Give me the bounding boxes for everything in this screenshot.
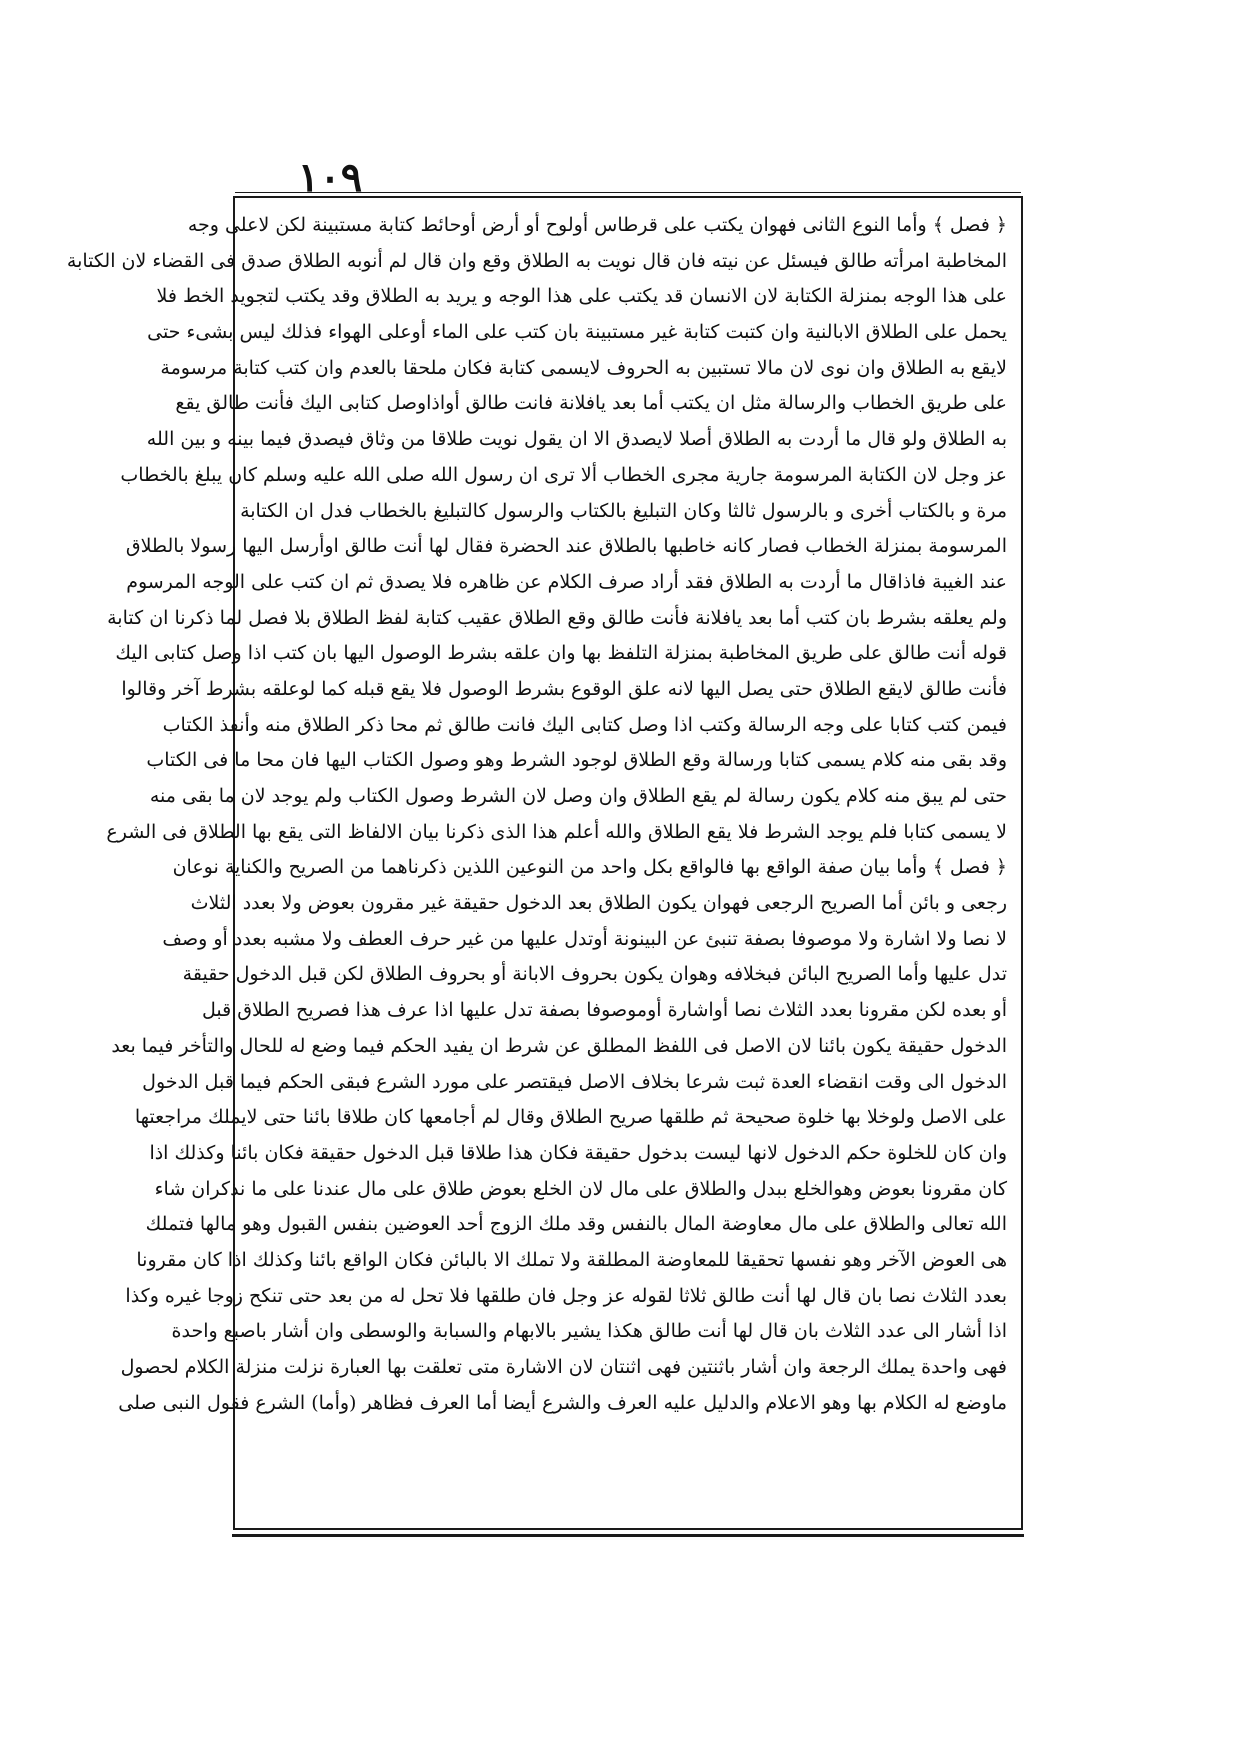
text-line: لا نصا ولا اشارة ولا موصوفا بصفة تنبئ عن البينونة أوتدل عليها من غير حرف العطف ولا مشبه بعدد أو وصف <box>162 927 1007 950</box>
text-line: لايقع به الطلاق وان نوى لان مالا تستبين به الحروف لايسمى كتابة فكان ملحقا بالعدم وان كتب كتابة مرسومة <box>160 356 1007 379</box>
text-line: كان مقرونا بعوض وهوالخلع ببدل والطلاق على مال لان الخلع بعوض طلاق على مال عندنا على ما نذكران شاء <box>154 1177 1007 1200</box>
text-line: ماوضع له الكلام بها وهو الاعلام والدليل عليه العرف والشرع أيضا أما العرف فظاهر (وأما) الشرع فقول النبى صلى <box>118 1391 1007 1414</box>
text-line: وان كان للخلوة حكم الدخول لانها ليست بدخول حقيقة فكان هذا طلاقا قبل الدخول حقيقة فكان بائنا وكذلك اذا <box>149 1141 1007 1164</box>
text-frame <box>66 196 1023 1530</box>
text-line: هى العوض الآخر وهو نفسها تحقيقا للمعاوضة المطلقة ولا تملك الا بالبائن فكان الواقع بائنا وكذلك اذا كان مقرونا <box>136 1248 1007 1271</box>
text-line: ولم يعلقه بشرط بان كتب أما بعد يافلانة فأنت طالق وقع الطلاق عقيب كتابة لفظ الطلاق بلا فصل لما ذكرنا ان كتابة <box>107 606 1007 629</box>
text-line: تدل عليها وأما الصريح البائن فبخلافه وهوان يكون بحروف الابانة أو بحروف الطلاق لكن قبل الدخول حقيقة <box>182 963 1007 986</box>
text-line: يحمل على الطلاق الابالنية وان كتبت كتابة غير مستبينة بان كتب على الماء أوعلى الهواء فذلك ليس بشىء حتى <box>147 321 1007 344</box>
text-line: الدخول حقيقة يكون بائنا لان الاصل فى اللفظ المطلق عن شرط ان يفيد الحكم فيما وضع له للحال والتأخر فيما بعد <box>111 1034 1007 1057</box>
text-line: فهى واحدة يملك الرجعة وان أشار باثنتين فهى اثنتان لان الاشارة متى تعلقت بها العبارة نزلت منزلة الكلام لحصول <box>120 1356 1007 1378</box>
text-line: على الاصل ولوخلا بها خلوة صحيحة ثم طلقها صريح الطلاق وقال لم أجامعها كان طلاقا بائنا حتى لايملك مراجعتها <box>134 1106 1007 1129</box>
main-text <box>66 208 1007 1421</box>
text-line: رجعى و بائن أما الصريح الرجعى فهوان يكون الطلاق بعد الدخول حقيقة غير مقرون بعوض ولا بعدد الثلاث <box>190 892 1007 915</box>
text-line: فأنت طالق لايقع الطلاق حتى يصل اليها لانه علق الوقوع بشرط الوصول فلا يقع قبله كما لوعلقه بشرط آخر وقالوا <box>121 677 1007 700</box>
text-line: حتى لم يبق منه كلام يكون رسالة لم يقع الطلاق وان وصل لان الشرط وصول الكتاب ولم يوجد لان ما بقى منه <box>149 785 1007 807</box>
text-line: الدخول الى وقت انقضاء العدة ثبت شرعا بخلاف الاصل فيقتصر على مورد الشرع فبقى الحكم فيما قبل الدخول <box>142 1070 1007 1093</box>
text-line: وقد بقى منه كلام يسمى كتابا ورسالة وقع الطلاق لوجود الشرط وهو وصول الكتاب اليها فان محا ما فى الكتاب <box>146 749 1007 772</box>
text-line: به الطلاق ولو قال ما أردت به الطلاق أصلا لايصدق الا ان يقول نويت طلاقا من وثاق فيصدق فيما بينه و بين الله <box>146 428 1007 451</box>
text-line: المرسومة بمنزلة الخطاب فصار كانه خاطبها بالطلاق عند الحضرة فقال لها أنت طالق اوأرسل اليها رسولا بالطلاق <box>125 535 1007 558</box>
text-line: بعدد الثلاث نصا بان قال لها أنت طالق ثلاثا لقوله عز وجل فان طلقها فلا تحل له من بعد حتى تنكح زوجا غيره وكذا <box>125 1284 1007 1307</box>
text-line: أو بعده لكن مقرونا بعدد الثلاث نصا أواشارة أوموصوفا بصفة تدل عليها اذا عرف هذا فصريح الطلاق قبل <box>202 999 1007 1022</box>
text-line: الله تعالى والطلاق على مال معاوضة المال بالنفس وقد ملك الزوج أحد العوضين بنفس القبول وهو مالها فتملك <box>145 1213 1007 1236</box>
text-line: عند الغيبة فاذاقال ما أردت به الطلاق فقد أراد صرف الكلام عن ظاهره فلا يصدق ثم ان كتب على الوجه المرسوم <box>126 570 1007 593</box>
text-line: على طريق الخطاب والرسالة مثل ان يكتب أما بعد يافلانة فانت طالق أواذاوصل كتابى اليك فأنت طالق يقع <box>175 392 1007 415</box>
text-line: قوله أنت طالق على طريق المخاطبة بمنزلة التلفظ بها وان علقه بشرط الوصول اليها بان كتب اذا وصل كتابى اليك <box>115 642 1007 665</box>
text-line: مرة و بالكتاب أخرى و بالرسول ثالثا وكان التبليغ بالكتاب والرسول كالتبليغ بالخطاب فدل ان الكتابة <box>240 499 1007 522</box>
text-line: المخاطبة امرأته طالق فيسئل عن نيته فان قال نويت به الطلاق وقع وان قال لم أنوبه الطلاق صدق فى القضاء لان الكتابة <box>66 249 1007 272</box>
text-line: على هذا الوجه بمنزلة الكتابة لان الانسان قد يكتب على هذا الوجه و يريد به الطلاق وقد يكتب لتجويد الخط فلا <box>156 285 1007 308</box>
text-line: اذا أشار الى عدد الثلاث بان قال لها أنت طالق هكذا يشير بالابهام والسبابة والوسطى وان أشار باصبع واحدة <box>171 1320 1007 1343</box>
text-line: فيمن كتب كتابا على وجه الرسالة وكتب اذا وصل كتابى اليك فانت طالق ثم محا ذكر الطلاق منه وأنفذ الكتاب <box>162 713 1007 736</box>
text-line: ﴿ فصل ﴾ وأما بيان صفة الواقع بها فالواقع بكل واحد من النوعين اللذين ذكرناهما من الصريح والكناية نوعان <box>172 856 1007 879</box>
text-line: لا يسمى كتابا فلم يوجد الشرط فلا يقع الطلاق والله أعلم هذا الذى ذكرنا بيان الالفاظ التى يقع بها الطلاق فى الشرع <box>106 820 1007 843</box>
text-line: ﴿ فصل ﴾ وأما النوع الثانى فهوان يكتب على قرطاس أولوح أو أرض أوحائط كتابة مستبينة لكن لاعلى وجه <box>187 214 1007 236</box>
text-line: عز وجل لان الكتابة المرسومة جارية مجرى الخطاب ألا ترى ان رسول الله صلى الله عليه وسلم كان يبلغ بالخطاب <box>120 463 1007 486</box>
page-number: ١٠٩ <box>297 154 363 201</box>
